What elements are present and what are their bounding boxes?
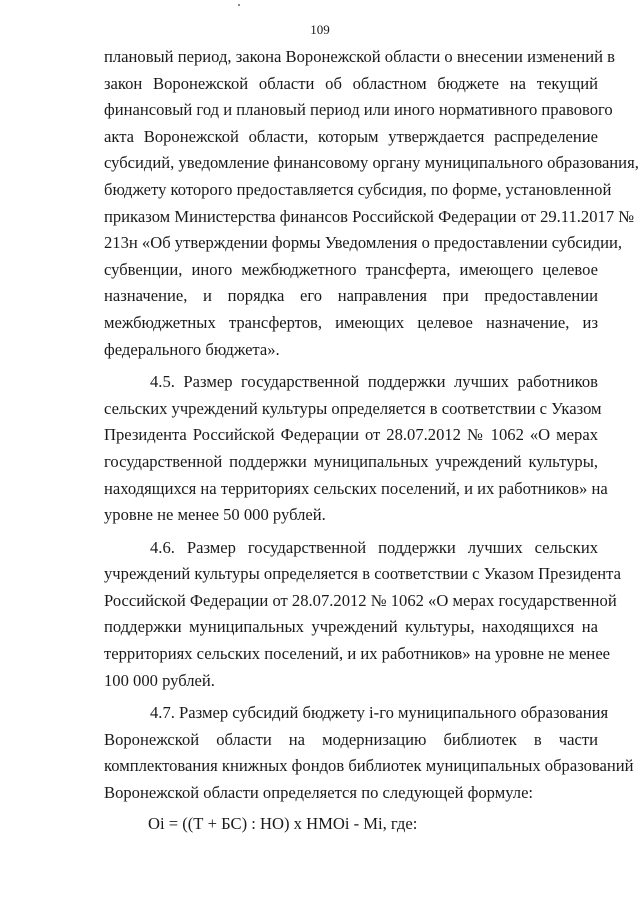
text-line: финансовый год и плановый период или иного нормативного правового [104, 100, 613, 120]
paragraph-4-6 [104, 535, 621, 695]
text-line: Воронежской области на модернизацию библиотек в части [104, 729, 598, 749]
text-line: 4.7. Размер субсидий бюджету i-го муниципального образования [150, 703, 609, 723]
formula: Oi = ((Т + БС) : НО) х НМОi - Мi, где: [148, 813, 418, 833]
text-line: территориях сельских поселений, и их работников» на уровне не менее [104, 644, 611, 664]
text-line: 4.5. Размер государственной поддержки лучших работников [150, 372, 598, 392]
text-line: Воронежской области определяется по следующей формуле: [104, 783, 534, 803]
text-line: субвенции, иного межбюджетного трансферта, имеющего целевое [104, 259, 598, 279]
text-line: Президента Российской Федерации от 28.07.2012 № 1062 «О мерах [104, 425, 598, 445]
text-line: учреждений культуры определяется в соответствии с Указом Президента [104, 564, 621, 584]
text-line: приказом Министерства финансов Российской Федерации от 29.11.2017 № [104, 206, 635, 226]
text-line: субсидий, уведомление финансовому органу муниципального образования, [104, 153, 639, 173]
text-line: государственной поддержки муниципальных учреждений культуры, [104, 451, 598, 471]
text-line: закон Воронежской области об областном бюджете на текущий [104, 73, 598, 93]
paragraph-continuation [104, 44, 639, 363]
text-line: комплектования книжных фондов библиотек муниципальных образований [104, 756, 634, 776]
text-line: 100 000 рублей. [104, 670, 215, 690]
text-line: бюджету которого предоставляется субсидия, по форме, установленной [104, 179, 612, 199]
text-line: 4.6. Размер государственной поддержки лучших сельских [150, 537, 598, 557]
paragraph-4-5 [104, 369, 608, 529]
text-line: межбюджетных трансфертов, имеющих целевое назначение, из [104, 312, 598, 332]
text-line: сельских учреждений культуры определяется в соответствии с Указом [104, 398, 602, 418]
text-line: поддержки муниципальных учреждений культуры, находящихся на [104, 617, 598, 637]
text-line: 213н «Об утверждении формы Уведомления о предоставлении субсидии, [104, 233, 622, 253]
text-line: находящихся на территориях сельских поселений, и их работников» на [104, 478, 608, 498]
scan-mark [238, 4, 240, 6]
text-line: назначение, и порядка его направления при предоставлении [104, 286, 598, 306]
text-line: федерального бюджета». [104, 339, 280, 359]
paragraph-4-7 [104, 700, 634, 806]
text-line: акта Воронежской области, которым утверждается распределение [104, 126, 598, 146]
text-line: Российской Федерации от 28.07.2012 № 1062 «О мерах государственной [104, 590, 617, 610]
text-line: уровне не менее 50 000 рублей. [104, 505, 326, 525]
page-number: 109 [310, 22, 330, 37]
document-body [104, 44, 639, 841]
text-line: плановый период, закона Воронежской области о внесении изменений в [104, 47, 616, 66]
